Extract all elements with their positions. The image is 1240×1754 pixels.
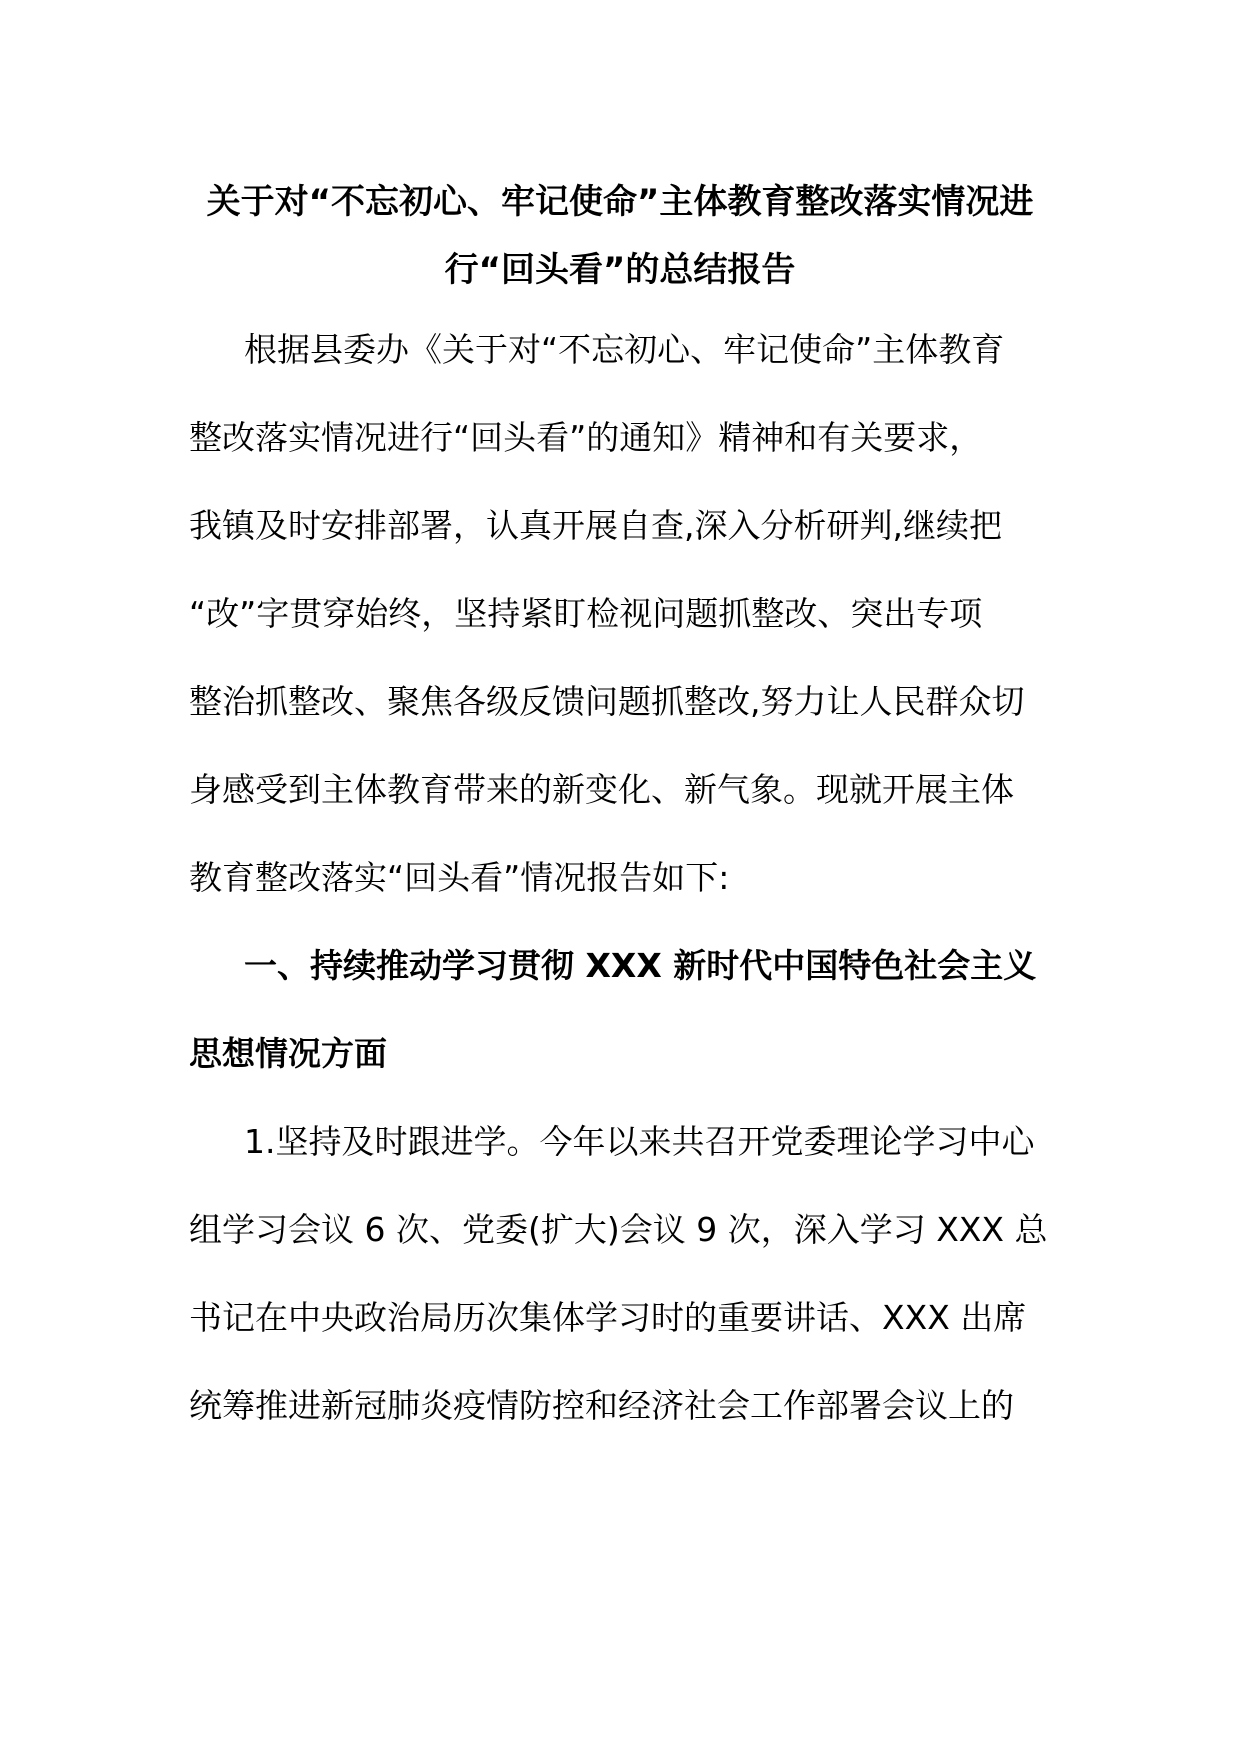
intro-paragraph-line-2: 整改落实情况进行“回头看”的通知》精神和有关要求， [189, 418, 983, 457]
section-1-body-line-3: 书记在中央政治局历次集体学习时的重要讲话、XXX 出席 [189, 1298, 1027, 1337]
intro-paragraph-line-1: 根据县委办《关于对“不忘初心、牢记使命”主体教育 [244, 330, 1005, 369]
document-title-line-2: 行“回头看”的总结报告 [444, 250, 796, 290]
intro-paragraph-line-3: 我镇及时安排部署，认真开展自查,深入分析研判,继续把 [189, 506, 1002, 545]
section-1-body-line-2: 组学习会议 6 次、党委(扩大)会议 9 次，深入学习 XXX 总 [189, 1210, 1048, 1249]
intro-paragraph-line-4: “改”字贯穿始终，坚持紧盯检视问题抓整改、突出专项 [189, 594, 983, 633]
intro-paragraph-line-7: 教育整改落实“回头看”情况报告如下: [189, 858, 730, 897]
document-title-line-1: 关于对“不忘初心、牢记使命”主体教育整改落实情况进 [206, 182, 1034, 222]
section-1-body-line-4: 统筹推进新冠肺炎疫情防控和经济社会工作部署会议上的 [189, 1386, 1014, 1425]
section-1-body-line-1: 1.坚持及时跟进学。今年以来共召开党委理论学习中心 [244, 1122, 1035, 1161]
section-1-heading-line-2: 思想情况方面 [189, 1034, 387, 1073]
section-1-heading-line-1: 一、持续推动学习贯彻 XXX 新时代中国特色社会主义 [244, 946, 1037, 985]
intro-paragraph-line-6: 身感受到主体教育带来的新变化、新气象。现就开展主体 [189, 770, 1014, 809]
intro-paragraph-line-5: 整治抓整改、聚焦各级反馈问题抓整改,努力让人民群众切 [189, 682, 1025, 721]
